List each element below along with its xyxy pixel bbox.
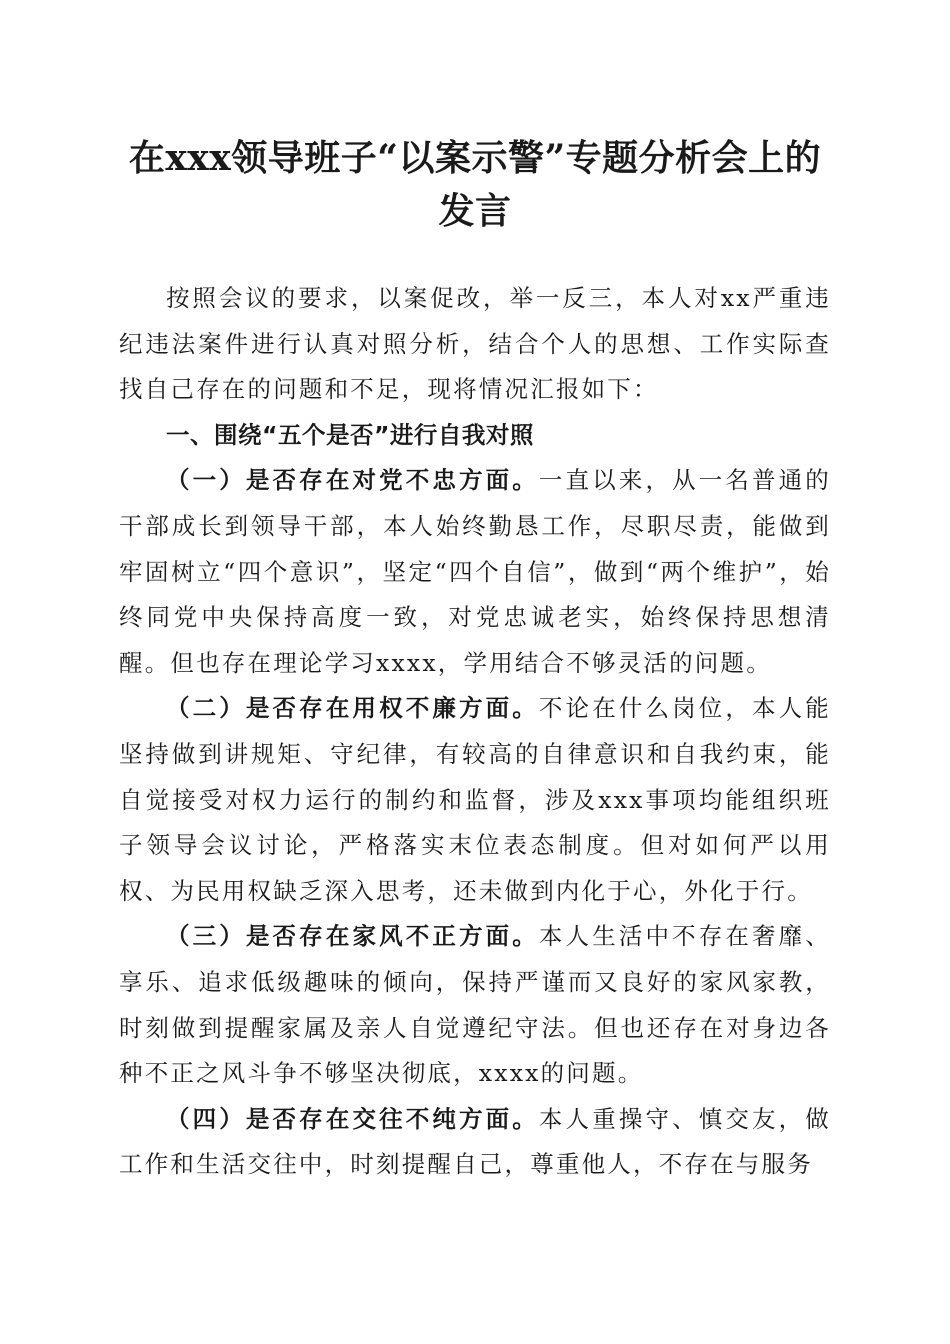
item-paragraph-1: [119, 458, 831, 686]
item-lead-2: （二）是否存在用权不廉方面。: [166, 694, 539, 723]
section-heading: 一、围绕“五个是否”进行自我对照: [166, 420, 534, 449]
document-body: [119, 276, 831, 1188]
title-line-2: 发言: [438, 190, 512, 232]
document-title: [110, 132, 840, 238]
item-lead-1: （一）是否存在对党不忠方面。: [166, 466, 539, 495]
item-text-3: 本人生活中不存在奢靡、享乐、追求低级趣味的倾向，保持严谨而又良好的家风家教，时刻做到提醒家属及亲人自觉遵纪守法。但也还存在对身边各种不正之风斗争不够坚决彻底，xxxx的问题。: [119, 922, 831, 1088]
item-text-4: 本人重操守、慎交友，做工作和生活交往中，时刻提醒自己，尊重他人，不存在与服务: [119, 1104, 831, 1179]
item-text-1: 一直以来，从一名普通的干部成长到领导干部，本人始终勤恳工作，尽职尽责，能做到牢固树立“四个意识”，坚定“四个自信”，做到“两个维护”，始终同党中央保持高度一致，对党忠诚老实，始终保持思想清醒。但也存在理论学习xxxx，学用结合不够灵活的问题。: [119, 466, 831, 677]
item-paragraph-2: [119, 686, 831, 914]
item-lead-4: （四）是否存在交往不纯方面。: [166, 1104, 539, 1133]
item-paragraph-3: [119, 914, 831, 1096]
title-line-1: 在xxx领导班子“以案示警”专题分析会上的: [128, 137, 822, 179]
item-paragraph-4: [119, 1097, 831, 1188]
intro-paragraph: 按照会议的要求，以案促改，举一反三，本人对xx严重违纪违法案件进行认真对照分析，结合个人的思想、工作实际查找自己存在的问题和不足，现将情况汇报如下：: [119, 284, 831, 404]
item-text-2: 不论在什么岗位，本人能坚持做到讲规矩、守纪律，有较高的自律意识和自我约束，能自觉接受对权力运行的制约和监督，涉及xxx事项均能组织班子领导会议讨论，严格落实末位表态制度。但对如何严以用权、为民用权缺乏深入思考，还未做到内化于心，外化于行。: [119, 694, 831, 905]
item-lead-3: （三）是否存在家风不正方面。: [166, 922, 539, 951]
